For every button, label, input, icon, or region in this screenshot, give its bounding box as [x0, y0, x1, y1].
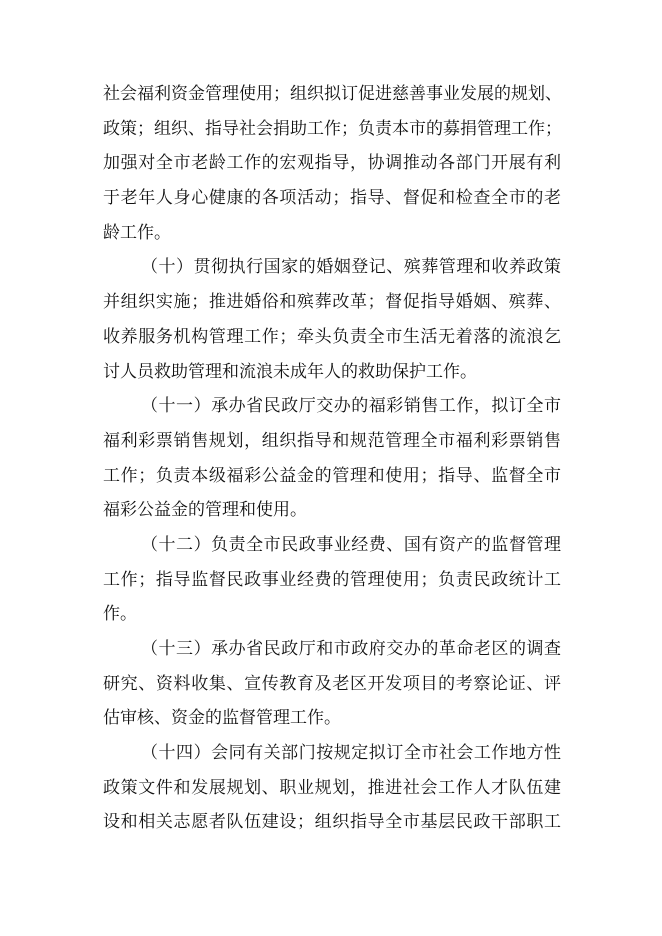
text-line: 政策；组织、指导社会捐助工作；负责本市的募捐管理工作； [103, 118, 562, 139]
text-line: 工作；指导监督民政事业经费的管理使用；负责民政统计工 [103, 569, 561, 590]
text-line: 估审核、资金的监督管理工作。 [103, 708, 341, 729]
paragraph-14-start: （十四）会同有关部门按规定拟订全市社会工作地方性 [141, 743, 561, 764]
text-line: 社会福利资金管理使用；组织拟订促进慈善事业发展的规划、 [103, 84, 562, 104]
paragraph-11-start: （十一）承办省民政厅交办的福彩销售工作，拟订全市 [141, 396, 561, 417]
text-line: 设和相关志愿者队伍建设；组织指导全市基层民政干部职工 [103, 812, 561, 833]
text-line: 龄工作。 [103, 222, 171, 243]
document-body [103, 84, 561, 847]
paragraph-12-start: （十二）负责全市民政事业经费、国有资产的监督管理 [141, 534, 561, 555]
text-line: 加强对全市老龄工作的宏观指导，协调推动各部门开展有利 [103, 153, 561, 174]
text-line: 作。 [103, 604, 137, 625]
text-line: 收养服务机构管理工作；牵头负责全市生活无着落的流浪乞 [103, 326, 561, 347]
text-line: 工作；负责本级福彩公益金的管理和使用；指导、监督全市 [103, 465, 561, 486]
text-line: 福彩公益金的管理和使用。 [103, 500, 307, 521]
text-line: 讨人员救助管理和流浪未成年人的救助保护工作。 [103, 361, 477, 382]
text-line: 福利彩票销售规划，组织指导和规范管理全市福利彩票销售 [103, 430, 561, 451]
text-line: 政策文件和发展规划、职业规划，推进社会工作人才队伍建 [103, 777, 561, 798]
paragraph-10-start: （十）贯彻执行国家的婚姻登记、殡葬管理和收养政策 [141, 257, 561, 278]
text-line: 研究、资料收集、宣传教育及老区开发项目的考察论证、评 [103, 673, 561, 694]
text-line: 于老年人身心健康的各项活动；指导、督促和检查全市的老 [103, 188, 561, 209]
text-line: 并组织实施；推进婚俗和殡葬改革；督促指导婚姻、殡葬、 [103, 292, 561, 313]
paragraph-13-start: （十三）承办省民政厅和市政府交办的革命老区的调查 [141, 639, 561, 659]
